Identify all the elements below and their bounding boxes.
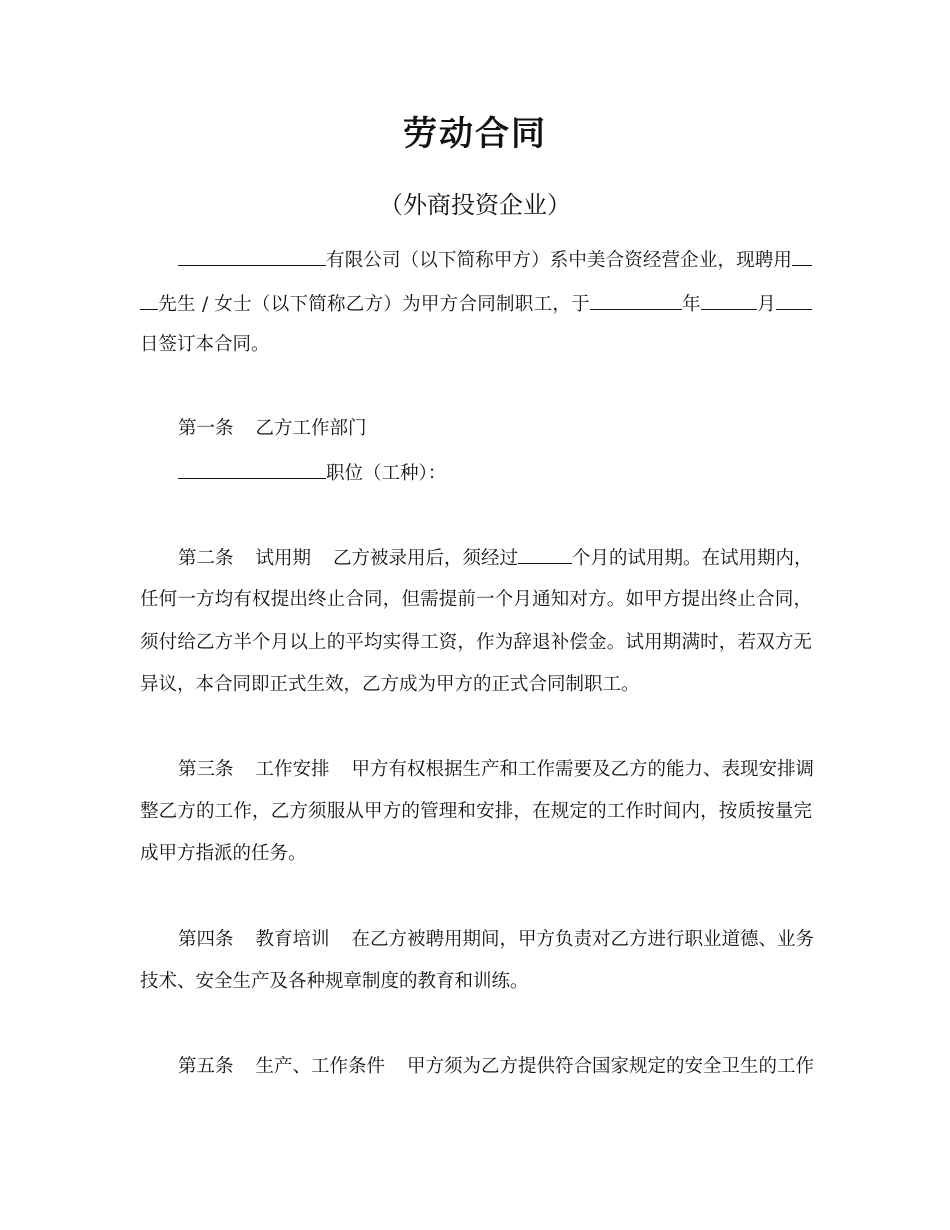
article-3-line-3: 成甲方指派的任务。 bbox=[140, 843, 307, 864]
sign-month-blank[interactable] bbox=[701, 289, 757, 310]
article-5-line-1 bbox=[178, 1053, 815, 1081]
article-1-position bbox=[178, 458, 812, 486]
article-2-line-4: 异议，本合同即正式生效，乙方成为甲方的正式合同制职工。 bbox=[140, 674, 640, 695]
article-number: 第一条 bbox=[178, 418, 234, 439]
article-1-heading bbox=[178, 415, 812, 443]
article-3-line-1 bbox=[178, 756, 815, 784]
intro-text: 先生 / 女士（以下简称乙方）为甲方合同制职工，于 bbox=[158, 294, 590, 315]
probation-months-blank[interactable] bbox=[518, 543, 572, 564]
month-label: 月 bbox=[756, 294, 776, 315]
document-title: 劳动合同 bbox=[403, 114, 547, 154]
article-title: 工作安排 bbox=[255, 759, 330, 780]
article-2-line-1 bbox=[178, 543, 812, 571]
document-subtitle: （外商投资企业） bbox=[379, 191, 571, 219]
article-4-line-1 bbox=[178, 926, 815, 954]
department-blank[interactable] bbox=[178, 458, 326, 479]
employee-name-blank-start[interactable] bbox=[792, 245, 812, 266]
sign-day-blank[interactable] bbox=[776, 289, 812, 310]
article-text: 在乙方被聘用期间，甲方负责对乙方进行职业道德、业务 bbox=[351, 929, 815, 950]
intro-line-2 bbox=[140, 289, 812, 317]
article-number: 第四条 bbox=[178, 929, 234, 950]
position-label: 职位（工种）： bbox=[326, 463, 447, 484]
article-2-line-3: 须付给乙方半个月以上的平均实得工资，作为辞退补偿金。试用期满时，若双方无 bbox=[140, 632, 812, 653]
article-text: 甲方有权根据生产和工作需要及乙方的能力、表现安排调 bbox=[351, 759, 815, 780]
article-title: 教育培训 bbox=[255, 929, 330, 950]
year-label: 年 bbox=[681, 294, 701, 315]
article-text: 个月的试用期。在试用期内， bbox=[572, 548, 813, 569]
article-3-line-2: 整乙方的工作，乙方须服从甲方的管理和安排，在规定的工作时间内，按质按量完 bbox=[140, 801, 812, 822]
article-number: 第五条 bbox=[178, 1056, 234, 1077]
sign-year-blank[interactable] bbox=[590, 289, 682, 310]
intro-line-3 bbox=[140, 331, 812, 359]
employee-name-blank-end[interactable] bbox=[140, 289, 158, 310]
article-text: 乙方被录用后，须经过 bbox=[333, 548, 519, 569]
company-name-blank[interactable] bbox=[178, 245, 326, 266]
article-title: 乙方工作部门 bbox=[255, 418, 367, 439]
article-number: 第三条 bbox=[178, 759, 234, 780]
intro-line-1 bbox=[178, 245, 812, 273]
article-title: 试用期 bbox=[255, 548, 312, 569]
article-title: 生产、工作条件 bbox=[255, 1056, 386, 1077]
intro-text: 日签订本合同。 bbox=[140, 334, 270, 355]
article-text: 甲方须为乙方提供符合国家规定的安全卫生的工作 bbox=[407, 1056, 815, 1077]
article-4-line-2: 技术、安全生产及各种规章制度的教育和训练。 bbox=[140, 971, 529, 992]
article-2-line-2: 任何一方均有权提出终止合同，但需提前一个月通知对方。如甲方提出终止合同， bbox=[140, 589, 812, 610]
article-number: 第二条 bbox=[178, 548, 234, 569]
intro-text: 有限公司（以下简称甲方）系中美合资经营企业，现聘用 bbox=[326, 250, 792, 271]
